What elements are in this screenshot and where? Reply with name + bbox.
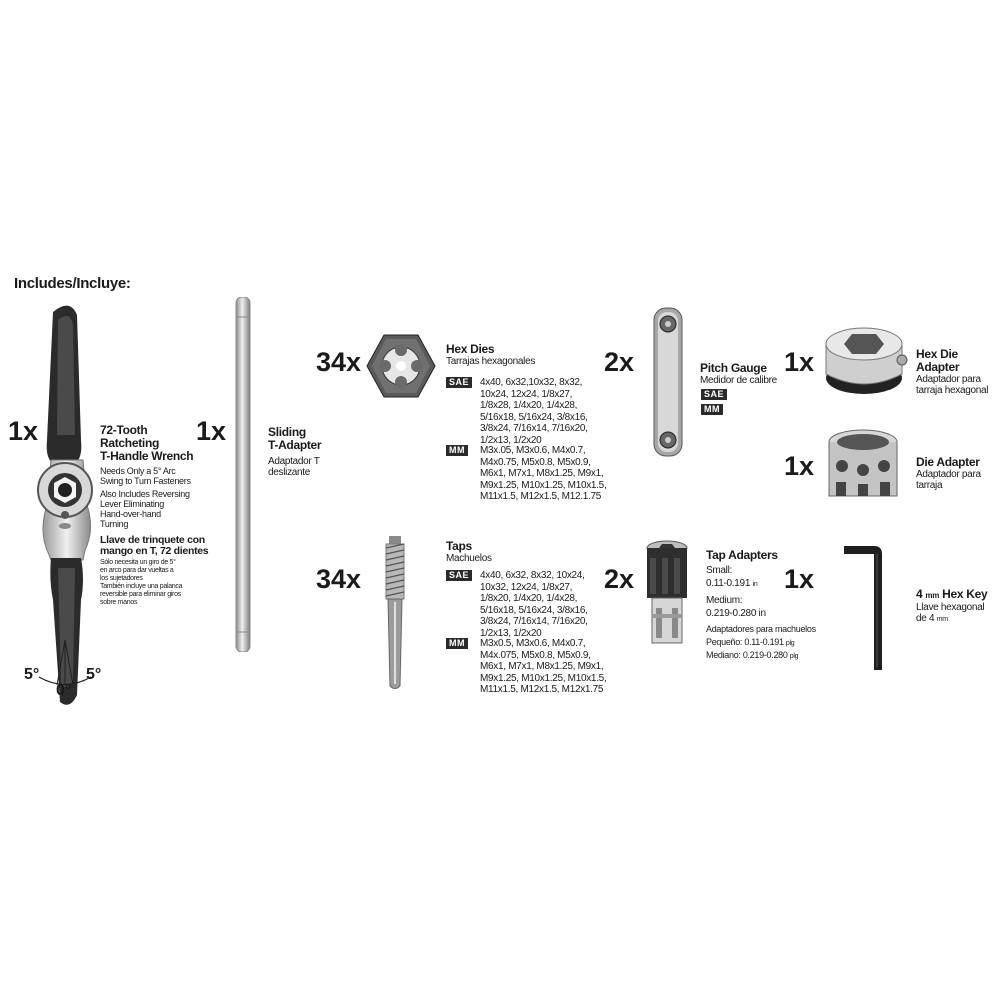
- tap-adapters-medium-value: 0.219-0.280 in: [706, 608, 766, 619]
- wrench-desc-lever: Also Includes Reversing Lever Eliminating Hand-over-hand Turning: [100, 489, 190, 529]
- taps-sae-sizes: 4x40, 6x32, 8x32, 10x24, 10x32, 12x24, 1/8x27, 1/8x20, 1/4x20, 1/4x28, 5/16x18, 5/16x24, 3/8x16, 3/8x24, 7/16x14, 7/16x20, 1/2x13, 1/2x20: [480, 570, 588, 639]
- taps-qty: 34x: [316, 564, 362, 594]
- hex-die-adapter-text: [916, 348, 1000, 396]
- wrench-text: [100, 424, 215, 607]
- ratcheting-wrench-image: [25, 300, 110, 710]
- tap-adapters-qty: 2x: [604, 564, 635, 594]
- pitch-gauge-image: [650, 306, 686, 458]
- tap-adapters-medium-label: Medium:: [706, 595, 743, 606]
- wrench-desc-arc: Needs Only a 5° Arc Swing to Turn Fasteners: [100, 466, 191, 486]
- hex-dies-sae-sizes: 4x40, 6x32,10x32, 8x32, 10x24, 12x24, 1/8x27, 1/8x28, 1/4x20, 1/4x28, 5/16x18, 5/16x24, 3/8x16, 3/8x24, 7/16x14, 7/16x20, 1/2x13, 1/2x20: [480, 377, 588, 446]
- includes-label: Includes: [14, 275, 73, 292]
- tap-adapters-small-label: Small:: [706, 565, 732, 576]
- incluye-label: /Incluye:: [72, 275, 131, 292]
- hex-key-name: [916, 588, 987, 602]
- sliding-t-adapter-name: Sliding T-Adapter: [268, 425, 322, 452]
- wrench-es-desc-arc: Sólo necesita un giro de 5° en arco para dar vueltas a los sujetadores: [100, 559, 176, 582]
- hex-die-adapter-qty: 1x: [784, 347, 815, 377]
- hex-key-text: [916, 588, 987, 625]
- tap-image: [380, 536, 410, 691]
- tap-adapters-es-medium: [706, 650, 831, 662]
- hex-key-qty: 1x: [784, 564, 815, 594]
- hex-key-es-unit: mm: [936, 616, 948, 623]
- wrench-name: 72-Tooth Ratcheting T-Handle Wrench: [100, 423, 194, 463]
- hex-key-es-name: [916, 602, 987, 625]
- taps-name: Taps: [446, 539, 472, 553]
- hex-die-adapter-image: [818, 322, 910, 400]
- tap-adapters-es-name: Adaptadores para machuelos: [706, 624, 816, 634]
- tap-adapters-es-small-unit: plg: [785, 640, 795, 647]
- hex-key-label: Hex Key: [939, 587, 988, 601]
- angle-left-label: 5°: [24, 666, 40, 683]
- wrench-es-desc-lever: También incluye una palanca reversible para eliminar giros sobre manos: [100, 583, 183, 606]
- pitch-gauge-es-name: Medidor de calibre: [700, 375, 777, 386]
- includes-heading: [14, 275, 131, 292]
- die-adapter-image: [820, 424, 906, 506]
- sliding-t-adapter-text: [268, 426, 321, 478]
- pitch-gauge-qty: 2x: [604, 347, 635, 377]
- taps-title: [446, 540, 492, 564]
- tap-adapters-es-small: [706, 637, 831, 649]
- tap-adapters-es-small-value: Pequeño: 0.11-0.191: [706, 637, 784, 647]
- hex-key-image: [842, 540, 888, 672]
- angle-center-label: 0°: [56, 682, 72, 699]
- tap-adapters-name: Tap Adapters: [706, 548, 778, 562]
- tap-adapters-es-medium-unit: plg: [789, 653, 799, 660]
- taps-es-name: Machuelos: [446, 553, 492, 564]
- hex-die-image: [366, 333, 436, 399]
- taps-sae-badge: SAE: [446, 570, 472, 581]
- hex-dies-es-name: Tarrajas hexagonales: [446, 356, 536, 367]
- tap-adapters-small-unit: in: [752, 581, 758, 588]
- tap-adapter-image: [640, 538, 694, 648]
- die-adapter-qty: 1x: [784, 451, 815, 481]
- hex-die-adapter-name: Hex Die Adapter: [916, 347, 960, 374]
- tap-adapters-small-value: 0.11-0.191: [706, 578, 751, 589]
- hex-key-unit: mm: [925, 591, 940, 600]
- pitch-gauge-name: Pitch Gauge: [700, 361, 767, 375]
- die-adapter-es-name: Adaptador para tarraja: [916, 469, 981, 491]
- hex-dies-mm-sizes: M3x.05, M3x0.6, M4x0.7, M4x0.75, M5x0.8, M5x0.9, M6x1, M7x1, M8x1.25, M9x1, M9x1.25, M10x1.25, M10x1.5, M11x1.5, M12x1.5, M12.1.75: [480, 445, 607, 502]
- pitch-gauge-sae-badge: SAE: [701, 389, 727, 400]
- pitch-gauge-mm-badge: MM: [701, 404, 723, 415]
- taps-mm-badge: MM: [446, 638, 468, 649]
- tap-adapters-es-medium-value: Mediano: 0.219-0.280: [706, 650, 788, 660]
- taps-mm-sizes: M3x0.5, M3x0.6, M4x0.7, M4x.075, M5x0.8, M5x0.9, M6x1, M7x1, M8x1.25, M9x1, M9x1.25, M10x1.25, M10x1.5, M11x1.5, M12x1.5, M12x1.75: [480, 638, 607, 695]
- wrench-es-name: Llave de trinquete con mango en T, 72 dientes: [100, 534, 209, 557]
- hex-dies-sae-badge: SAE: [446, 377, 472, 388]
- hex-dies-mm-badge: MM: [446, 445, 468, 456]
- sliding-t-adapter-qty: 1x: [196, 416, 227, 446]
- hex-key-size: 4: [916, 587, 923, 601]
- pitch-gauge-text: [700, 362, 777, 386]
- angle-right-label: 5°: [86, 666, 102, 683]
- sliding-t-adapter-es-name: Adaptador T deslizante: [268, 456, 320, 478]
- hex-key-es-label: Llave hexagonal de 4: [916, 602, 985, 624]
- hex-dies-qty: 34x: [316, 347, 362, 377]
- hex-die-adapter-es-name: Adaptador para tarraja hexagonal: [916, 374, 989, 396]
- sliding-t-adapter-image: [232, 297, 254, 652]
- die-adapter-name: Die Adapter: [916, 455, 980, 469]
- hex-dies-name: Hex Dies: [446, 342, 495, 356]
- wrench-qty: 1x: [8, 416, 39, 446]
- die-adapter-text: [916, 456, 981, 491]
- hex-dies-title: [446, 343, 535, 367]
